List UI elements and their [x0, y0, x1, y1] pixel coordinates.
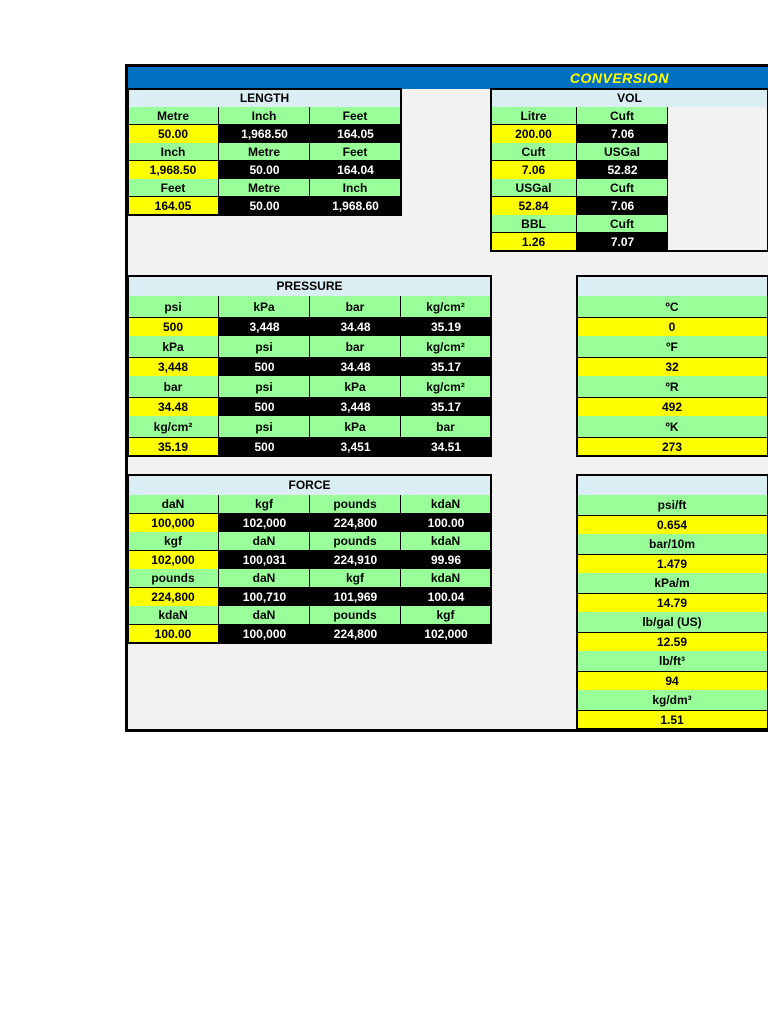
length-converted-value: 50.00: [219, 161, 310, 179]
volume-converted-value: 52.82: [577, 161, 668, 179]
pressure-unit-label: psi: [128, 296, 219, 318]
pressure-unit-label: kPa: [310, 416, 401, 438]
pressure-unit-label: bar: [310, 296, 401, 318]
pressure-input-value[interactable]: 3,448: [128, 358, 219, 376]
length-header: LENGTH: [128, 89, 401, 107]
gradient-input-value[interactable]: 12.59: [577, 633, 768, 651]
force-unit-label: pounds: [310, 532, 401, 551]
force-converted-value: 100,000: [219, 625, 310, 643]
gradient-unit-label: lb/ft³: [577, 651, 768, 672]
force-input-value[interactable]: 100.00: [128, 625, 219, 643]
length-unit-label: Feet: [310, 107, 401, 125]
pressure-unit-label: psi: [219, 336, 310, 358]
temperature-header: [577, 276, 768, 296]
volume-unit-label: Cuft: [577, 215, 668, 233]
force-unit-label: kgf: [128, 532, 219, 551]
gradient-unit-label: lb/gal (US): [577, 612, 768, 633]
temperature-input-value[interactable]: 32: [577, 358, 768, 376]
volume-unit-label: BBL: [491, 215, 577, 233]
pressure-converted-value: 35.19: [401, 318, 491, 336]
force-converted-value: 100,710: [219, 588, 310, 606]
force-input-value[interactable]: 100,000: [128, 514, 219, 532]
force-unit-label: daN: [219, 532, 310, 551]
pressure-converted-value: 35.17: [401, 398, 491, 416]
length-unit-label: Metre: [219, 179, 310, 197]
volume-input-value[interactable]: 7.06: [491, 161, 577, 179]
force-unit-label: pounds: [310, 495, 401, 514]
pressure-unit-label: kPa: [310, 376, 401, 398]
pressure-converted-value: 35.17: [401, 358, 491, 376]
gradient-input-value[interactable]: 94: [577, 672, 768, 690]
pressure-converted-value: 3,448: [310, 398, 401, 416]
pressure-unit-label: kg/cm²: [401, 376, 491, 398]
temperature-input-value[interactable]: 0: [577, 318, 768, 336]
volume-unit-label: Cuft: [577, 107, 668, 125]
volume-converted-value: 7.06: [577, 197, 668, 215]
pressure-converted-value: 34.48: [310, 318, 401, 336]
pressure-unit-label: bar: [401, 416, 491, 438]
force-unit-label: kgf: [219, 495, 310, 514]
gradient-input-value[interactable]: 14.79: [577, 594, 768, 612]
pressure-unit-label: kg/cm²: [401, 336, 491, 358]
temperature-input-value[interactable]: 273: [577, 438, 768, 456]
force-unit-label: kdaN: [128, 606, 219, 625]
pressure-unit-label: kg/cm²: [401, 296, 491, 318]
length-unit-label: Feet: [128, 179, 219, 197]
temperature-unit-label: ºC: [577, 296, 768, 318]
temperature-input-value[interactable]: 492: [577, 398, 768, 416]
volume-unit-label: Cuft: [491, 143, 577, 161]
gradient-unit-label: kPa/m: [577, 573, 768, 594]
force-unit-label: daN: [128, 495, 219, 514]
gradient-input-value[interactable]: 1.479: [577, 555, 768, 573]
pressure-unit-label: bar: [128, 376, 219, 398]
length-input-value[interactable]: 50.00: [128, 125, 219, 143]
volume-unit-label: USGal: [577, 143, 668, 161]
force-unit-label: kgf: [310, 569, 401, 588]
volume-input-value[interactable]: 52.84: [491, 197, 577, 215]
force-unit-label: kdaN: [401, 532, 491, 551]
force-header: FORCE: [128, 475, 491, 495]
force-unit-label: daN: [219, 606, 310, 625]
pressure-unit-label: psi: [219, 416, 310, 438]
force-input-value[interactable]: 224,800: [128, 588, 219, 606]
pressure-unit-label: bar: [310, 336, 401, 358]
length-unit-label: Inch: [128, 143, 219, 161]
force-unit-label: pounds: [310, 606, 401, 625]
length-unit-label: Metre: [128, 107, 219, 125]
pressure-converted-value: 3,448: [219, 318, 310, 336]
pressure-unit-label: kPa: [128, 336, 219, 358]
force-unit-label: daN: [219, 569, 310, 588]
length-converted-value: 50.00: [219, 197, 310, 215]
gradient-input-value[interactable]: 0.654: [577, 516, 768, 534]
force-converted-value: 102,000: [401, 625, 491, 643]
conversion-sheet: [125, 64, 768, 732]
force-converted-value: 100,031: [219, 551, 310, 569]
volume-input-value[interactable]: 1.26: [491, 233, 577, 251]
volume-converted-value: 7.06: [577, 125, 668, 143]
gradient-unit-label: bar/10m: [577, 534, 768, 555]
force-unit-label: kdaN: [401, 569, 491, 588]
pressure-input-value[interactable]: 500: [128, 318, 219, 336]
volume-converted-value: 7.07: [577, 233, 668, 251]
gradient-unit-label: kg/dm³: [577, 690, 768, 711]
force-unit-label: kgf: [401, 606, 491, 625]
force-converted-value: 99.96: [401, 551, 491, 569]
pressure-converted-value: 34.48: [310, 358, 401, 376]
pressure-input-value[interactable]: 34.48: [128, 398, 219, 416]
volume-unit-label: Cuft: [577, 179, 668, 197]
temperature-unit-label: ºK: [577, 416, 768, 438]
pressure-unit-label: kPa: [219, 296, 310, 318]
length-converted-value: 164.05: [310, 125, 401, 143]
title-bar: [128, 67, 768, 89]
pressure-converted-value: 500: [219, 438, 310, 456]
force-input-value[interactable]: 102,000: [128, 551, 219, 569]
force-unit-label: pounds: [128, 569, 219, 588]
pressure-unit-label: psi: [219, 376, 310, 398]
pressure-unit-label: kg/cm²: [128, 416, 219, 438]
length-converted-value: 1,968.50: [219, 125, 310, 143]
temperature-unit-label: ºR: [577, 376, 768, 398]
pressure-converted-value: 500: [219, 398, 310, 416]
volume-unit-label: USGal: [491, 179, 577, 197]
volume-input-value[interactable]: 200.00: [491, 125, 577, 143]
length-unit-label: Feet: [310, 143, 401, 161]
length-input-value[interactable]: 1,968.50: [128, 161, 219, 179]
pressure-input-value[interactable]: 35.19: [128, 438, 219, 456]
pressure-converted-value: 500: [219, 358, 310, 376]
force-converted-value: 224,910: [310, 551, 401, 569]
sheet-title: CONVERSION: [569, 70, 669, 86]
force-converted-value: 224,800: [310, 625, 401, 643]
temperature-unit-label: ºF: [577, 336, 768, 358]
pressure-header: PRESSURE: [128, 276, 491, 296]
volume-unit-label: Litre: [491, 107, 577, 125]
gradient-input-value[interactable]: 1.51: [577, 711, 768, 729]
force-converted-value: 100.04: [401, 588, 491, 606]
pressure-converted-value: 3,451: [310, 438, 401, 456]
force-converted-value: 101,969: [310, 588, 401, 606]
force-unit-label: kdaN: [401, 495, 491, 514]
pressure-converted-value: 34.51: [401, 438, 491, 456]
length-unit-label: Metre: [219, 143, 310, 161]
length-unit-label: Inch: [310, 179, 401, 197]
length-input-value[interactable]: 164.05: [128, 197, 219, 215]
force-converted-value: 102,000: [219, 514, 310, 532]
length-unit-label: Inch: [219, 107, 310, 125]
force-converted-value: 100.00: [401, 514, 491, 532]
gradient-unit-label: psi/ft: [577, 495, 768, 516]
gradient-header: [577, 475, 768, 495]
force-converted-value: 224,800: [310, 514, 401, 532]
volume-header: VOL: [491, 89, 768, 107]
length-converted-value: 164.04: [310, 161, 401, 179]
length-converted-value: 1,968.60: [310, 197, 401, 215]
